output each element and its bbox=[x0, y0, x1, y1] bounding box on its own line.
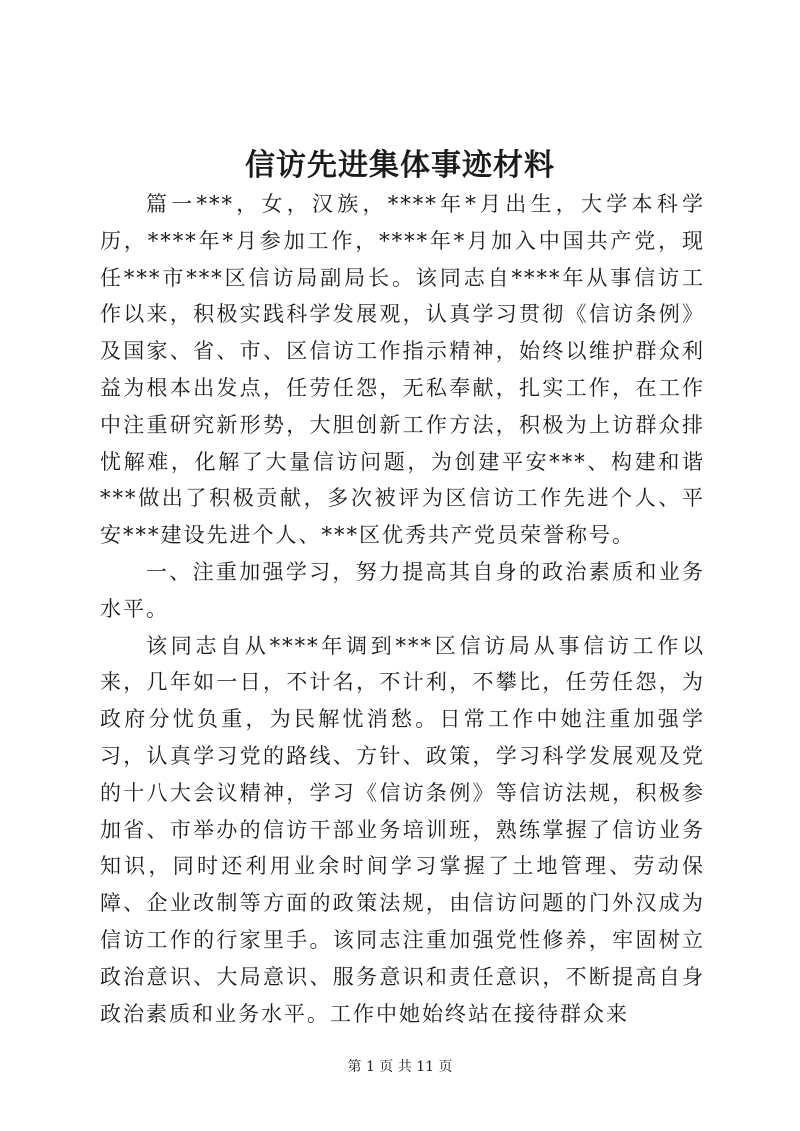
document-body bbox=[100, 186, 705, 1032]
paragraph-section-body: 该同志自从****年调到***区信访局从事信访工作以来，几年如一日，不计名，不计利，不攀比，任劳任怨，为政府分忧负重，为民解忧消愁。日常工作中她注重加强学习，认真学习党的路线、方针、政策，学习科学发展观及党的十八大会议精神，学习《信访条例》等信访法规，积极参加省、市举办的信访干部业务培训班，熟练掌握了信访业务知识，同时还利用业余时间学习掌握了土地管理、劳动保障、企业改制等方面的政策法规，由信访问题的门外汉成为信访工作的行家里手。该同志注重加强党性修养，牢固树立政治意识、大局意识、服务意识和责任意识，不断提高自身政治素质和业务水平。工作中她始终站在接待群众来 bbox=[100, 633, 705, 1026]
paragraph-section-heading: 一、注重加强学习，努力提高其自身的政治素质和业务水平。 bbox=[100, 559, 705, 621]
page-number-footer: 第 1 页 共 11 页 bbox=[347, 1059, 453, 1075]
paragraph-intro: 篇一***，女，汉族，****年*月出生，大学本科学历，****年*月参加工作，****年*月加入中国共产党，现任***市***区信访局副局长。该同志自****年从事信访工作以来，积极实践科学发展观，认真学习贯彻《信访条例》及国家、省、市、区信访工作指示精神，始终以维护群众利益为根本出发点，任劳任怨，无私奉献，扎实工作，在工作中注重研究新形势，大胆创新工作方法，积极为上访群众排忧解难，化解了大量信访问题，为创建平安***、构建和谐***做出了积极贡献，多次被评为区信访工作先进个人、平安***建设先进个人、***区优秀共产党员荣誉称号。 bbox=[100, 192, 705, 548]
document-title: 信访先进集体事迹材料 bbox=[245, 148, 555, 183]
